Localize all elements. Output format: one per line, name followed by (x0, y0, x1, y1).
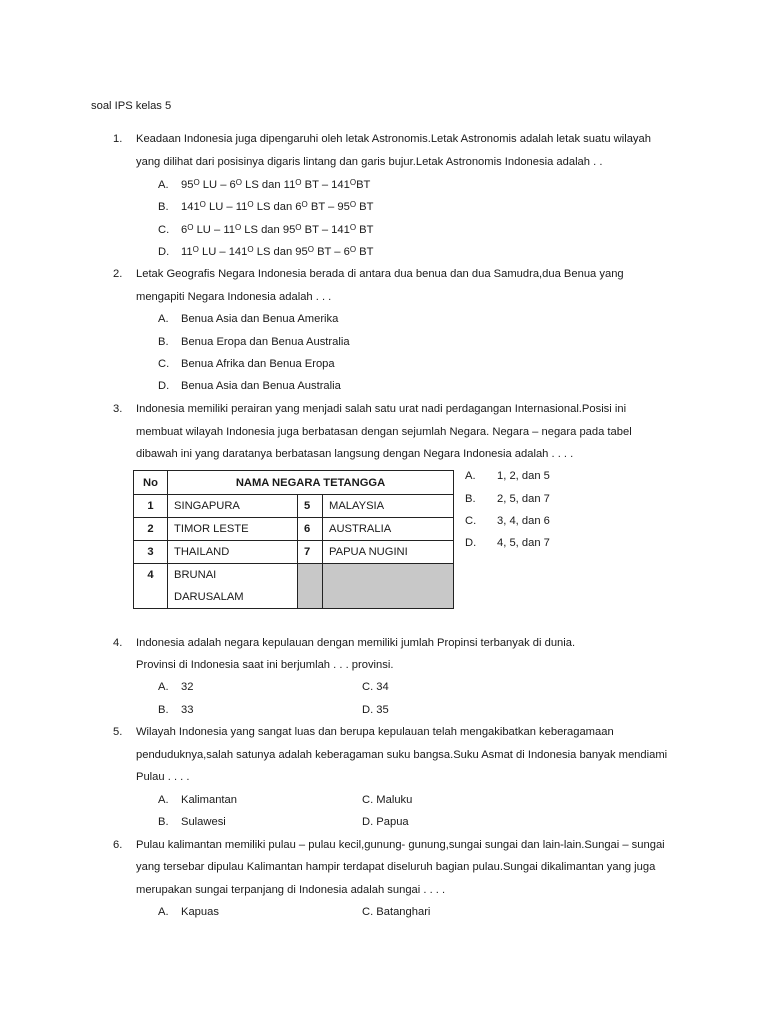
table-cell-country (168, 564, 298, 609)
question-text: Wilayah Indonesia yang sangat luas dan berupa kepulauan telah mengakibatkan keberagamaan (136, 726, 614, 738)
option-letter: C. (158, 224, 170, 236)
option-letter: C. (158, 358, 170, 370)
table-row (134, 495, 454, 518)
question-text: yang tersebar dipulau Kalimantan hampir terdapat diseluruh bagian pulau.Sungai dikalimantan yang juga (136, 861, 656, 873)
question-text: merupakan sungai terpanjang di Indonesia adalah sungai . . . . (136, 884, 446, 896)
option-letter: D. (465, 537, 477, 549)
question-text: Indonesia memiliki perairan yang menjadi salah satu urat nadi perdagangan Internasional.Posisi ini (136, 403, 627, 415)
option-text: 4, 5, dan 7 (497, 537, 550, 549)
option-text: D. 35 (362, 704, 389, 716)
table-header-name: NAMA NEGARA TETANGGA (168, 471, 454, 495)
option-letter: D. (158, 246, 170, 258)
table-cell-country: TIMOR LESTE (168, 518, 298, 541)
question-text: dibawah ini yang daratanya berbatasan langsung dengan Negara Indonesia adalah . . . . (136, 448, 574, 460)
option-text: Benua Asia dan Benua Australia (181, 380, 341, 392)
table-cell-number: 3 (134, 541, 168, 564)
table-row (134, 564, 454, 609)
question-number: 1. (113, 133, 123, 145)
option-text: 1, 2, dan 5 (497, 470, 550, 482)
option-letter: A. (158, 794, 169, 806)
option-letter: B. (158, 201, 169, 213)
option-letter: D. (158, 380, 170, 392)
table-cell-number: 2 (134, 518, 168, 541)
table-cell-country: SINGAPURA (168, 495, 298, 518)
question-text: Pulau . . . . (136, 771, 190, 783)
country-line: DARUSALAM (174, 591, 244, 603)
question-number: 2. (113, 268, 123, 280)
option-text: C. Maluku (362, 794, 413, 806)
option-letter: B. (158, 336, 169, 348)
question-number: 5. (113, 726, 123, 738)
table-cell-empty (323, 564, 454, 609)
option-text: Sulawesi (181, 816, 226, 828)
option-letter: B. (465, 493, 476, 505)
option-letter: A. (158, 179, 169, 191)
option-text: $141^O$ LU – $11^O$ LS dan $6^O$ BT – $95^O$ BT (181, 200, 374, 213)
table-cell-country: PAPUA NUGINI (323, 541, 454, 564)
table-row (134, 518, 454, 541)
option-text: $11^O$ LU – $141^O$ LS dan $95^O$ BT – $6^O$ BT (181, 245, 374, 258)
table-cell-number: 4 (134, 564, 168, 609)
option-letter: A. (158, 681, 169, 693)
option-text: Benua Asia dan Benua Amerika (181, 313, 339, 325)
country-line: BRUNAI (174, 569, 217, 581)
table-cell-country: MALAYSIA (323, 495, 454, 518)
option-text: Benua Eropa dan Benua Australia (181, 336, 350, 348)
option-text: 3, 4, dan 6 (497, 515, 550, 527)
question-text: Indonesia adalah negara kepulauan dengan memiliki jumlah Propinsi terbanyak di dunia. (136, 637, 576, 649)
option-text: Kalimantan (181, 794, 237, 806)
page-heading: soal IPS kelas 5 (91, 100, 172, 112)
table-row (134, 541, 454, 564)
option-text: C. 34 (362, 681, 389, 693)
question-text: Keadaan Indonesia juga dipengaruhi oleh letak Astronomis.Letak Astronomis adalah letak suatu wilayah (136, 133, 651, 145)
option-text: D. Papua (362, 816, 409, 828)
option-text: Benua Afrika dan Benua Eropa (181, 358, 335, 370)
option-text: C. Batanghari (362, 906, 431, 918)
option-letter: A. (465, 470, 476, 482)
question-text: yang dilihat dari posisinya digaris lintang dan garis bujur.Letak Astronomis Indonesia adalah . . (136, 156, 603, 168)
option-letter: A. (158, 313, 169, 325)
question-number: 3. (113, 403, 123, 415)
table-cell-number: 5 (298, 495, 323, 518)
question-text: Pulau kalimantan memiliki pulau – pulau kecil,gunung- gunung,sungai sungai dan lain-lain.Sungai – sungai (136, 839, 665, 851)
table-header-no: No (134, 471, 168, 495)
option-text: Kapuas (181, 906, 219, 918)
option-letter: B. (158, 704, 169, 716)
question-number: 4. (113, 637, 123, 649)
question-text: Provinsi di Indonesia saat ini berjumlah . . . provinsi. (136, 659, 394, 671)
question-text: mengapiti Negara Indonesia adalah . . . (136, 291, 332, 303)
table-cell-empty (298, 564, 323, 609)
table-cell-number: 7 (298, 541, 323, 564)
question-text: penduduknya,salah satunya adalah keberagaman suku bangsa.Suku Asmat di Indonesia banyak mendiami (136, 749, 668, 761)
table-cell-number: 6 (298, 518, 323, 541)
table-cell-country: THAILAND (168, 541, 298, 564)
option-text: 33 (181, 704, 194, 716)
option-letter: B. (158, 816, 169, 828)
table-header-row (134, 471, 454, 495)
option-text: 2, 5, dan 7 (497, 493, 550, 505)
option-text: $6^O$ LU – $11^O$ LS dan $95^O$ BT – $141^O$ BT (181, 223, 374, 236)
option-letter: C. (465, 515, 477, 527)
question-number: 6. (113, 839, 123, 851)
table-cell-country: AUSTRALIA (323, 518, 454, 541)
neighbor-countries-table (133, 470, 454, 609)
option-text: $95^O$ LU – $6^O$ LS dan $11^O$ BT – $141^OBT$ (181, 178, 371, 191)
option-text: 32 (181, 681, 194, 693)
question-text: Letak Geografis Negara Indonesia berada di antara dua benua dan dua Samudra,dua Benua yang (136, 268, 624, 280)
question-text: membuat wilayah Indonesia juga berbatasan dengan sejumlah Negara. Negara – negara pada tabel (136, 426, 632, 438)
option-letter: A. (158, 906, 169, 918)
table-cell-number: 1 (134, 495, 168, 518)
